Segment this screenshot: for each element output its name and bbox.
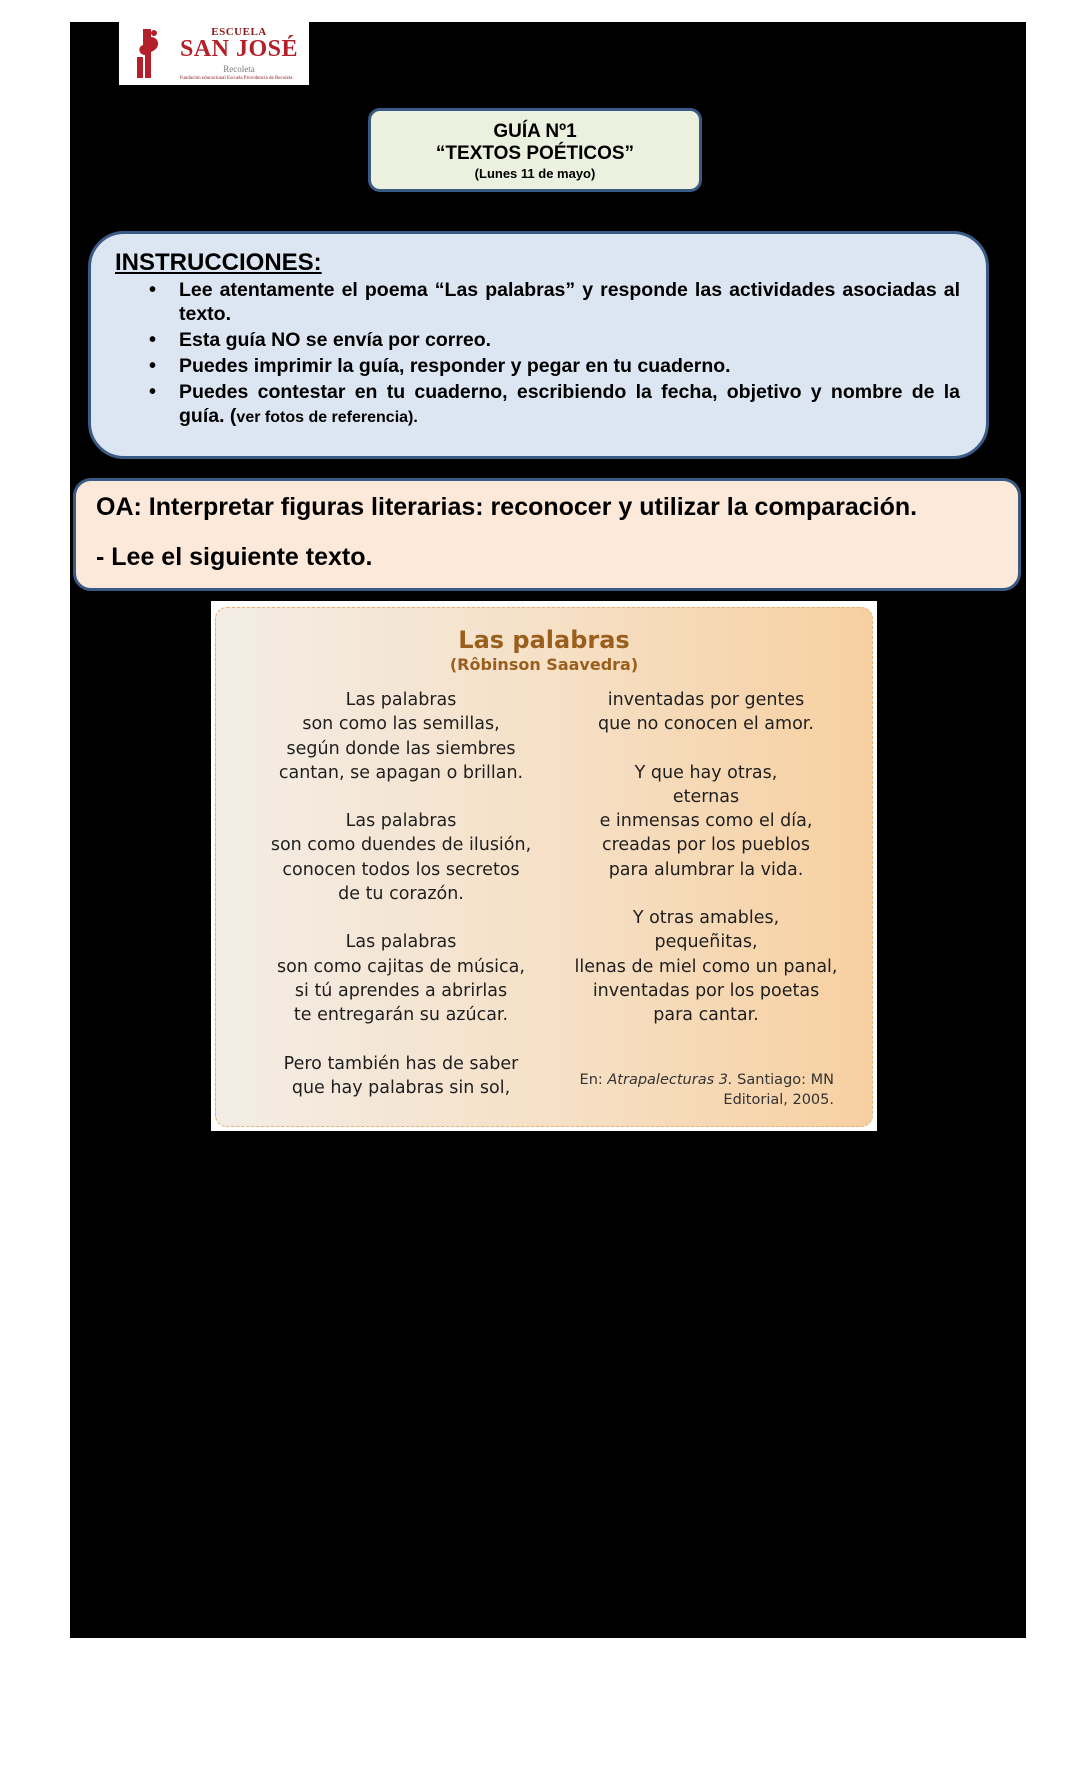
poem-author: (Rôbinson Saavedra) <box>449 655 639 674</box>
poem-image <box>211 601 877 1131</box>
poem-line: de tu corazón. <box>338 884 464 905</box>
poem-stanza <box>556 906 856 1027</box>
guide-number: GUÍA Nº1 <box>493 121 577 142</box>
school-logo <box>119 22 309 85</box>
poem-line: Las palabras <box>345 690 457 710</box>
instructions-heading: INSTRUCCIONES: <box>115 249 322 276</box>
poem-line: inventadas por gentes <box>607 690 805 710</box>
poem-line: Pero también has de saber <box>283 1053 519 1074</box>
poem-line: cantan, se apagan o brillan. <box>278 762 524 783</box>
school-name: SAN JOSÉ <box>179 36 299 62</box>
school-location: Recoleta <box>223 64 255 74</box>
poem-line: e inmensas como el día, <box>599 811 813 832</box>
bullet-icon: • <box>149 381 157 403</box>
poem-line: son como duendes de ilusión, <box>270 835 532 856</box>
list-item: • Puedes imprimir la guía, responder y pegar en tu cuaderno. <box>149 355 731 377</box>
instructions-list <box>115 278 960 430</box>
poem-line: inventadas por los poetas <box>592 980 820 1001</box>
poem-stanza <box>246 809 556 906</box>
poem-line: llenas de miel como un panal, <box>574 956 838 977</box>
read-instruction: - Lee el siguiente texto. <box>96 543 373 571</box>
school-label-small: ESCUELA <box>211 26 267 38</box>
poem-stanza <box>246 1052 556 1101</box>
poem-line: son como las semillas, <box>302 714 500 735</box>
poem-stanza <box>246 930 556 1027</box>
school-emblem-icon <box>133 27 163 80</box>
poem-line: creadas por los pueblos <box>601 835 811 856</box>
poem-line: pequeñitas, <box>654 932 758 953</box>
bullet-icon: • <box>149 279 157 301</box>
reference-note: ver fotos de referencia). <box>236 409 418 426</box>
bullet-icon: • <box>149 355 157 377</box>
poem-title: Las palabras <box>458 626 630 654</box>
guide-date: (Lunes 11 de mayo) <box>474 166 596 181</box>
objective-text: OA: Interpretar figuras literarias: reconocer y utilizar la comparación. <box>96 493 918 521</box>
guide-title-box <box>368 108 702 192</box>
list-item: • Esta guía NO se envía por correo. <box>149 329 492 351</box>
poem-line: Las palabras <box>345 811 457 832</box>
poem-left-column <box>246 688 556 1124</box>
list-item: • Puedes contestar en tu cuaderno, escribiendo la fecha, objetivo y nombre de la guía. (ver fotos de referencia). <box>149 381 960 427</box>
poem-line: para alumbrar la vida. <box>608 859 804 880</box>
poem-source: En: Atrapalecturas 3. Santiago: MN Editorial, 2005. <box>579 1072 834 1108</box>
poem-line: eternas <box>672 786 740 807</box>
poem-line: según donde las siembres <box>286 738 516 759</box>
instructions-box <box>88 231 989 459</box>
poem-line: Y que hay otras, <box>634 762 778 783</box>
poem-line: conocen todos los secretos <box>282 859 520 880</box>
poem-stanza <box>246 688 556 785</box>
guide-title: “TEXTOS POÉTICOS” <box>435 143 635 164</box>
school-foundation: Fundación educacional Escuela Providencia de Recoleta <box>179 76 293 81</box>
poem-line: Y otras amables, <box>632 908 780 929</box>
poem-right-column <box>556 688 856 1052</box>
source-book: Atrapalecturas 3. <box>607 1072 733 1088</box>
poem-line: Las palabras <box>345 932 457 953</box>
poem-line: te entregarán su azúcar. <box>293 1005 509 1026</box>
bullet-icon: • <box>149 329 157 351</box>
poem-line: si tú aprendes a abrirlas <box>294 980 508 1001</box>
poem-card <box>215 607 873 1127</box>
poem-line: que hay palabras sin sol, <box>291 1077 511 1098</box>
poem-line: que no conocen el amor. <box>598 714 814 735</box>
poem-line: para cantar. <box>653 1005 759 1026</box>
poem-line: son como cajitas de música, <box>277 956 525 977</box>
objective-box <box>73 478 1021 591</box>
poem-stanza <box>556 688 856 737</box>
list-item: • Lee atentamente el poema “Las palabras” y responde las actividades asociadas al texto. <box>149 279 960 325</box>
poem-stanza <box>556 761 856 882</box>
